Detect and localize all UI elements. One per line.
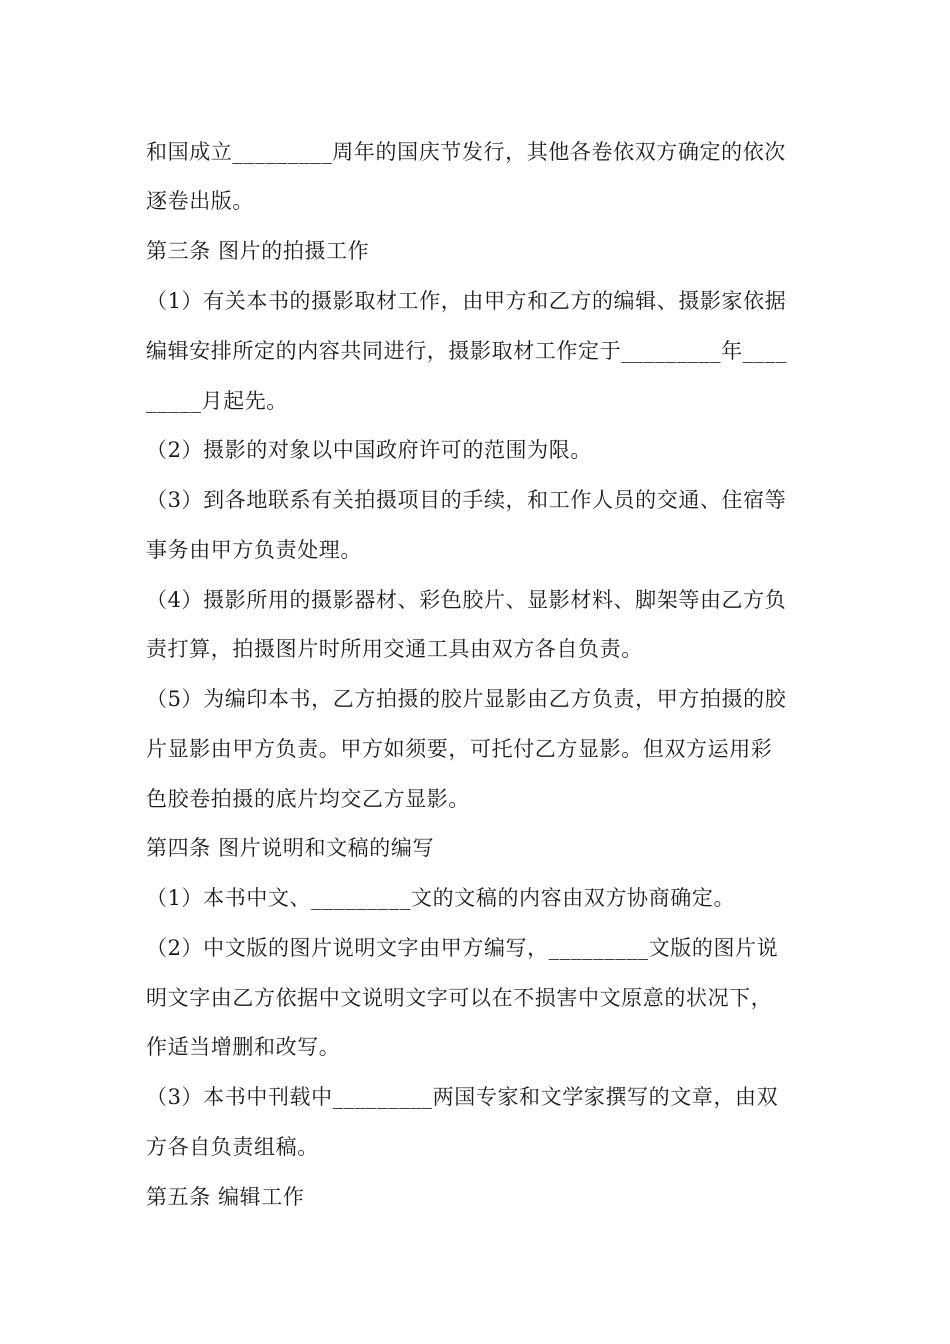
text-line: 色胶卷拍摄的底片均交乙方显影。 <box>146 787 470 811</box>
text-line: 责打算，拍摄图片时所用交通工具由双方各自负责。 <box>146 637 643 661</box>
text-line: （2）中文版的图片说明文字由甲方编写，_________文版的图片说 <box>146 936 779 960</box>
text-line: 明文字由乙方依据中文说明文字可以在不损害中文原意的状况下， <box>146 986 773 1010</box>
text-line: _____月起先。 <box>146 389 288 413</box>
text-line: 片显影由甲方负责。甲方如须要，可托付乙方显影。但双方运用彩 <box>146 737 773 761</box>
text-line: （4）摄影所用的摄影器材、彩色胶片、显影材料、脚架等由乙方负 <box>146 588 787 612</box>
section-heading: 第四条 图片说明和文稿的编写 <box>146 836 435 860</box>
text-line: 编辑安排所定的内容共同进行，摄影取材工作定于_________年____ <box>146 339 788 363</box>
text-line: （1）有关本书的摄影取材工作，由甲方和乙方的编辑、摄影家依据 <box>146 289 787 313</box>
text-line: 逐卷出版。 <box>146 189 254 213</box>
text-line: 方各自负责组稿。 <box>146 1135 319 1159</box>
text-line: （2）摄影的对象以中国政府许可的范围为限。 <box>146 438 592 462</box>
text-line: （3）到各地联系有关拍摄项目的手续，和工作人员的交通、住宿等 <box>146 488 787 512</box>
text-line: （1）本书中文、_________文的文稿的内容由双方协商确定。 <box>146 886 736 910</box>
section-heading: 第五条 编辑工作 <box>146 1185 305 1209</box>
text-line: 作适当增删和改写。 <box>146 1035 341 1059</box>
text-line: 和国成立_________周年的国庆节发行，其他各卷依双方确定的依次 <box>146 140 786 164</box>
text-line: 事务由甲方负责处理。 <box>146 538 362 562</box>
text-line: （5）为编印本书，乙方拍摄的胶片显影由乙方负责，甲方拍摄的胶 <box>146 687 787 711</box>
text-line: （3）本书中刊载中_________两国专家和文学家撰写的文章，由双 <box>146 1085 779 1109</box>
section-heading: 第三条 图片的拍摄工作 <box>146 239 370 263</box>
